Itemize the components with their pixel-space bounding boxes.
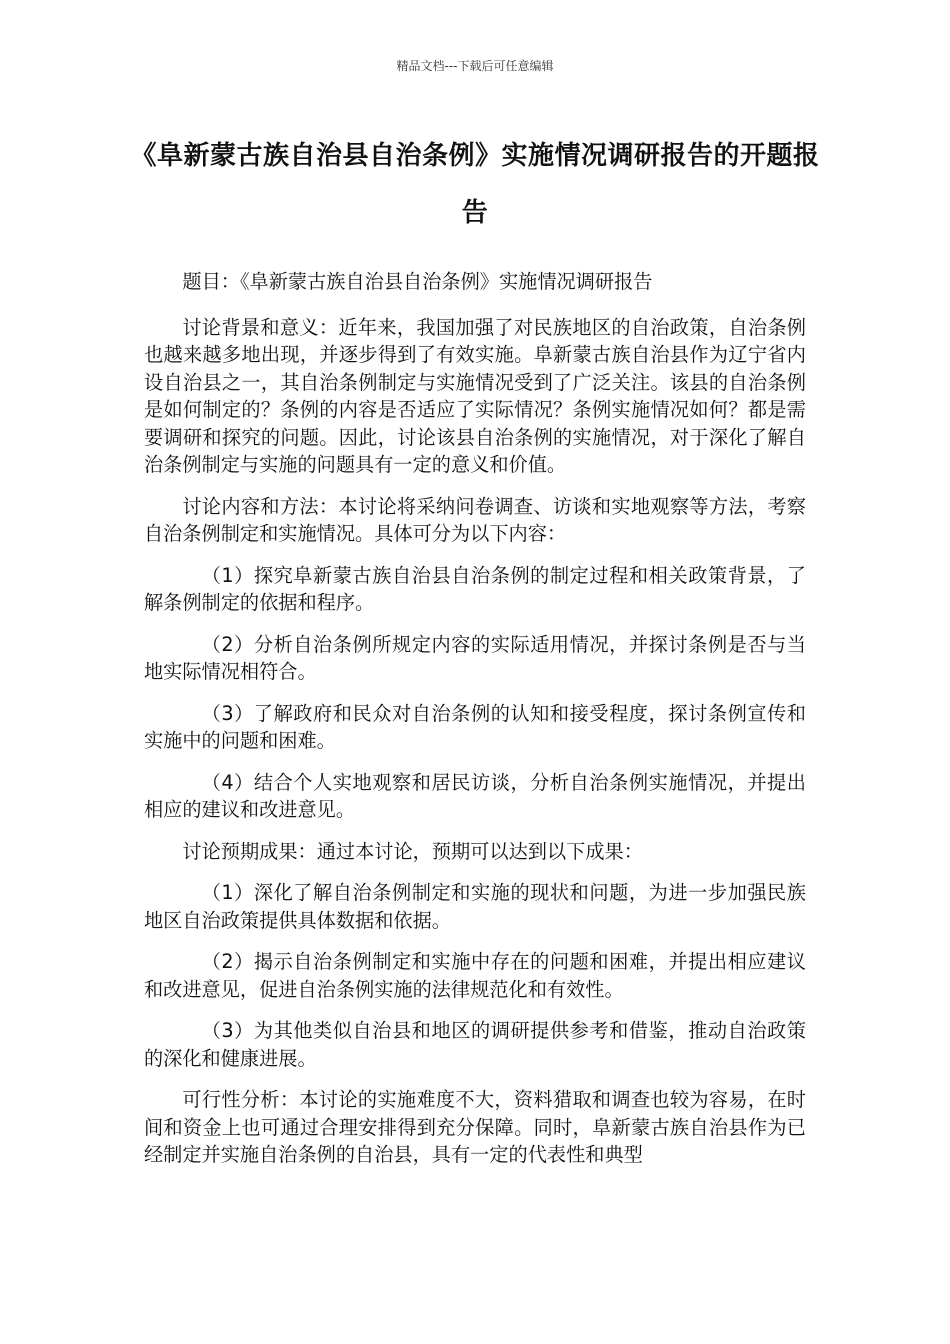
result-item-1: （1）深化了解自治条例制定和实施的现状和问题，为进一步加强民族地区自治政策提供具体数据和依据。 — [144, 881, 806, 932]
result-item-2: （2）揭示自治条例制定和实施中存在的问题和困难，并提出相应建议和改进意见，促进自治条例实施的法律规范化和有效性。 — [144, 950, 806, 1001]
background-paragraph: 讨论背景和意义：近年来，我国加强了对民族地区的自治政策，自治条例也越来越多地出现，并逐步得到了有效实施。阜新蒙古族自治县作为辽宁省内设自治县之一，其自治条例制定与实施情况受到了广泛关注。该县的自治条例是如何制定的？条例的内容是否适应了实际情况？条例实施情况如何？都是需要调研和探究的问题。因此，讨论该县自治条例的实施情况，对于深化了解自治条例制定与实施的问题具有一定的意义和价值。 — [144, 315, 806, 476]
header-note: 精品文档---下载后可任意编辑 — [396, 59, 554, 73]
content-item-3: （3）了解政府和民众对自治条例的认知和接受程度，探讨条例宣传和实施中的问题和困难。 — [144, 701, 806, 752]
content-method-paragraph: 讨论内容和方法：本讨论将采纳问卷调查、访谈和实地观察等方法，考察自治条例制定和实施情况。具体可分为以下内容： — [144, 494, 806, 545]
expected-results-paragraph: 讨论预期成果：通过本讨论，预期可以达到以下成果： — [182, 839, 643, 863]
content-item-4: （4）结合个人实地观察和居民访谈，分析自治条例实施情况，并提出相应的建议和改进意见。 — [144, 770, 806, 821]
document-body — [144, 268, 806, 1183]
feasibility-paragraph: 可行性分析：本讨论的实施难度不大，资料猎取和调查也较为容易，在时间和资金上也可通过合理安排得到充分保障。同时，阜新蒙古族自治县作为已经制定并实施自治条例的自治县，具有一定的代表性和典型 — [144, 1088, 806, 1166]
content-item-1: （1）探究阜新蒙古族自治县自治条例的制定过程和相关政策背景，了解条例制定的依据和程序。 — [144, 563, 806, 614]
content-item-2: （2）分析自治条例所规定内容的实际适用情况，并探讨条例是否与当地实际情况相符合。 — [144, 632, 806, 683]
document-title: 《阜新蒙古族自治县自治条例》实施情况调研报告的开题报告 — [130, 141, 820, 228]
subject-paragraph: 题目：《阜新蒙古族自治县自治条例》实施情况调研报告 — [182, 270, 653, 293]
result-item-3: （3）为其他类似自治县和地区的调研提供参考和借鉴，推动自治政策的深化和健康进展。 — [144, 1019, 806, 1070]
